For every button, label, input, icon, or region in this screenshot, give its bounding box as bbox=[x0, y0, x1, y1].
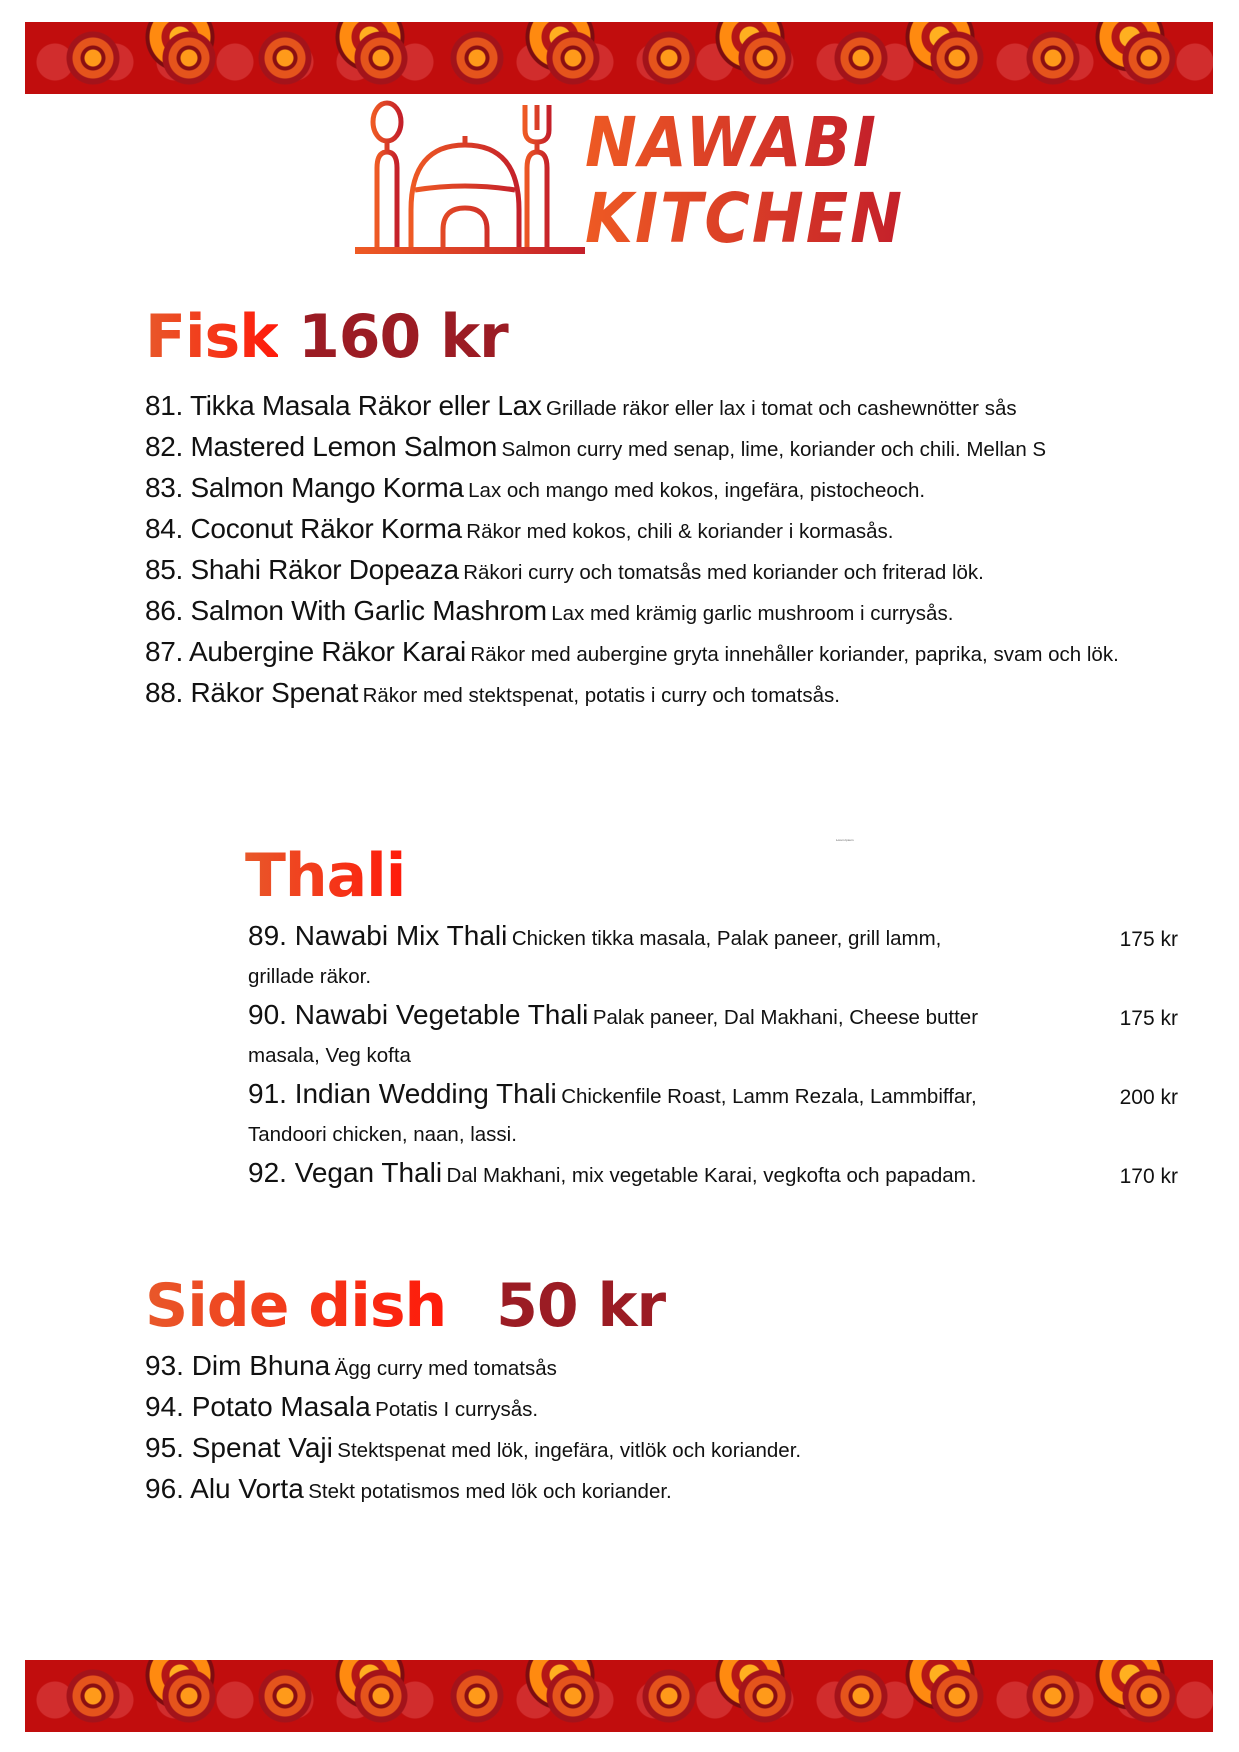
menu-item-description: Chicken tikka masala, Palak paneer, grill lamm, grillade räkor. bbox=[248, 927, 942, 988]
menu-item-text bbox=[145, 511, 1185, 552]
menu-item-name: 84. Coconut Räkor Korma bbox=[145, 513, 462, 544]
section-heading-thali bbox=[245, 841, 406, 911]
menu-item-text bbox=[145, 634, 1185, 675]
menu-item-price: 175 kr bbox=[1119, 1007, 1178, 1030]
brand-name-line2: KITCHEN bbox=[585, 178, 905, 259]
menu-item-price: 200 kr bbox=[1119, 1086, 1178, 1109]
menu-item-name: 96. Alu Vorta bbox=[145, 1473, 304, 1504]
menu-item bbox=[145, 1471, 801, 1512]
restaurant-logo-icon bbox=[355, 100, 585, 260]
section-heading-fisk bbox=[145, 302, 508, 372]
menu-item bbox=[145, 429, 1185, 470]
menu-item-text bbox=[248, 918, 1008, 997]
menu-item-name: 88. Räkor Spenat bbox=[145, 677, 359, 708]
menu-item-name: 93. Dim Bhuna bbox=[145, 1350, 331, 1381]
menu-item-name: 94. Potato Masala bbox=[145, 1391, 371, 1422]
menu-item-text bbox=[145, 675, 1185, 716]
section-title: Side dish bbox=[145, 1271, 447, 1341]
menu-item-name: 83. Salmon Mango Korma bbox=[145, 472, 464, 503]
menu-item bbox=[145, 511, 1185, 552]
menu-item-text bbox=[145, 1348, 801, 1389]
menu-item-description: Räkor med kokos, chili & koriander i kormasås. bbox=[466, 520, 894, 543]
menu-item-description: Räkor med stektspenat, potatis i curry och tomatsås. bbox=[362, 684, 840, 707]
section-heading-side-dish bbox=[145, 1271, 666, 1341]
section-title: Fisk bbox=[145, 302, 279, 372]
menu-item-description: Ägg curry med tomatsås bbox=[334, 1357, 557, 1380]
menu-item-text bbox=[248, 1076, 1008, 1155]
menu-item bbox=[248, 918, 1178, 997]
menu-item-text bbox=[145, 388, 1185, 429]
menu-item-text bbox=[145, 593, 1185, 634]
menu-item-name: 92. Vegan Thali bbox=[248, 1157, 443, 1188]
menu-item-description: Räkor med aubergine gryta innehåller koriander, paprika, svam och lök. bbox=[470, 643, 1119, 666]
logo bbox=[355, 100, 905, 260]
menu-item-name: 81. Tikka Masala Räkor eller Lax bbox=[145, 390, 542, 421]
menu-item-name: 87. Aubergine Räkor Karai bbox=[145, 636, 466, 667]
menu-item-description: Grillade räkor eller lax i tomat och cashewnötter sås bbox=[546, 397, 1017, 420]
brand-name-line1: NAWABI bbox=[585, 102, 878, 183]
section-title: Thali bbox=[245, 841, 406, 911]
menu-item-description: Salmon curry med senap, lime, koriander och chili. Mellan S bbox=[501, 438, 1047, 461]
menu-item-description: Dal Makhani, mix vegetable Karai, vegkofta och papadam. bbox=[446, 1164, 977, 1187]
decorative-border-top bbox=[25, 22, 1213, 94]
menu-item-text bbox=[248, 997, 1008, 1076]
menu-item bbox=[248, 1155, 1178, 1196]
menu-item-text bbox=[248, 1155, 1008, 1196]
menu-item bbox=[248, 997, 1178, 1076]
fisk-list bbox=[145, 388, 1185, 716]
menu-item-name: 90. Nawabi Vegetable Thali bbox=[248, 999, 589, 1030]
menu-item bbox=[145, 675, 1185, 716]
menu-item bbox=[145, 470, 1185, 511]
menu-item bbox=[145, 552, 1185, 593]
menu-item-description: Stekt potatismos med lök och koriander. bbox=[308, 1480, 672, 1503]
menu-item-name: 91. Indian Wedding Thali bbox=[248, 1078, 557, 1109]
menu-item bbox=[145, 1389, 801, 1430]
menu-item-text bbox=[145, 1430, 801, 1471]
thali-list bbox=[248, 918, 1178, 1196]
menu-item bbox=[248, 1076, 1178, 1155]
menu-item bbox=[145, 593, 1185, 634]
section-price: 50 kr bbox=[496, 1271, 666, 1341]
menu-item-name: 85. Shahi Räkor Dopeaza bbox=[145, 554, 459, 585]
placeholder-text: Lorem Ipsum bbox=[836, 838, 854, 842]
menu-item bbox=[145, 1348, 801, 1389]
menu-item-text bbox=[145, 1471, 801, 1512]
menu-item-text bbox=[145, 1389, 801, 1430]
decorative-border-bottom bbox=[25, 1660, 1213, 1732]
side-dish-list bbox=[145, 1348, 801, 1512]
menu-item-text bbox=[145, 470, 1185, 511]
menu-item bbox=[145, 634, 1185, 675]
menu-item-description: Potatis I currysås. bbox=[375, 1398, 539, 1421]
menu-item-name: 95. Spenat Vaji bbox=[145, 1432, 333, 1463]
menu-item bbox=[145, 1430, 801, 1471]
menu-item bbox=[145, 388, 1185, 429]
section-price: 160 kr bbox=[298, 302, 508, 372]
menu-item-name: 86. Salmon With Garlic Mashrom bbox=[145, 595, 547, 626]
menu-item-description: Lax och mango med kokos, ingefära, pistocheoch. bbox=[468, 479, 926, 502]
menu-item-name: 82. Mastered Lemon Salmon bbox=[145, 431, 498, 462]
menu-item-name: 89. Nawabi Mix Thali bbox=[248, 920, 508, 951]
menu-item-description: Stektspenat med lök, ingefära, vitlök och koriander. bbox=[337, 1439, 802, 1462]
menu-item-text bbox=[145, 429, 1185, 470]
menu-item-description: Lax med krämig garlic mushroom i currysås. bbox=[551, 602, 954, 625]
menu-item-description: Räkori curry och tomatsås med koriander och friterad lök. bbox=[463, 561, 984, 584]
menu-item-description: Chickenfile Roast, Lamm Rezala, Lammbiffar, Tandoori chicken, naan, lassi. bbox=[248, 1085, 977, 1146]
menu-item-price: 170 kr bbox=[1119, 1165, 1178, 1188]
menu-item-text bbox=[145, 552, 1185, 593]
menu-item-description: Palak paneer, Dal Makhani, Cheese butter masala, Veg kofta bbox=[248, 1006, 979, 1067]
menu-item-price: 175 kr bbox=[1119, 928, 1178, 951]
